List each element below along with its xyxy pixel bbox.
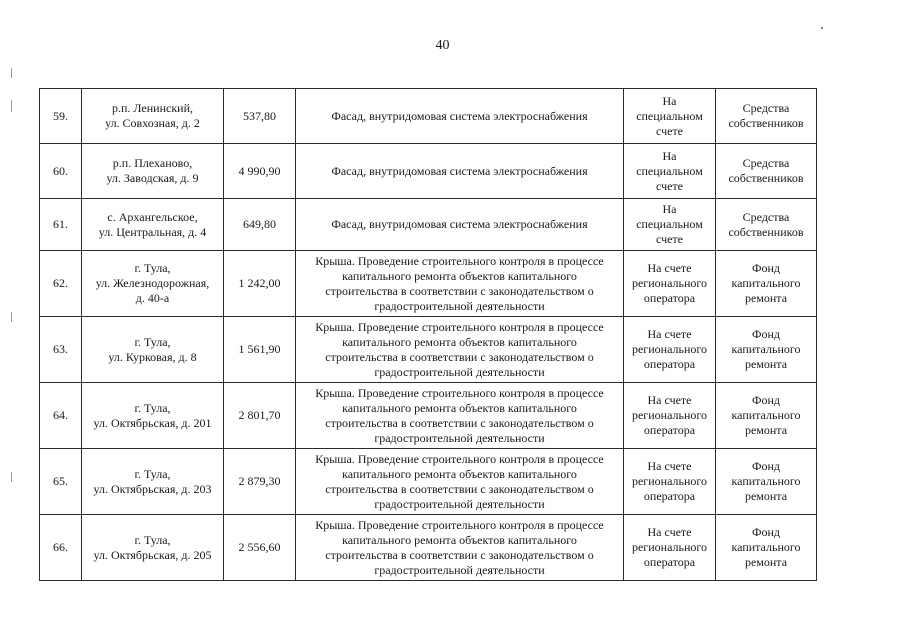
address-line: г. Тула, xyxy=(134,466,171,481)
area-cell: 649,80 xyxy=(224,199,296,251)
account-line: На счете xyxy=(647,261,692,275)
funding-line: капитального xyxy=(731,474,801,488)
work-type-cell xyxy=(296,251,624,317)
binding-margin-mark xyxy=(11,472,12,482)
area-cell: 2 556,60 xyxy=(224,515,296,581)
account-line: На счете xyxy=(647,393,692,407)
address-cell xyxy=(82,449,224,515)
account-cell xyxy=(624,383,716,449)
work-line: Крыша. Проведение строительного контроля в процессе xyxy=(315,385,604,400)
address-cell xyxy=(82,144,224,199)
address-cell xyxy=(82,89,224,144)
funding-line: ремонта xyxy=(744,489,788,503)
table-row xyxy=(40,449,817,515)
row-number: 65. xyxy=(40,449,82,515)
row-number: 66. xyxy=(40,515,82,581)
row-number: 61. xyxy=(40,199,82,251)
row-number: 59. xyxy=(40,89,82,144)
address-line: г. Тула, xyxy=(134,532,171,547)
funding-line: Фонд xyxy=(751,459,780,473)
account-cell xyxy=(624,89,716,144)
address-line: г. Тула, xyxy=(134,400,171,415)
funding-line: Фонд xyxy=(751,393,780,407)
funding-source-cell xyxy=(716,383,817,449)
account-line: На счете xyxy=(647,525,692,539)
address-cell xyxy=(82,251,224,317)
work-line: капитального ремонта объектов капитального xyxy=(342,268,577,283)
funding-line: Фонд xyxy=(751,327,780,341)
account-line: регионального xyxy=(631,342,708,356)
funding-source-cell xyxy=(716,317,817,383)
area-cell: 537,80 xyxy=(224,89,296,144)
area-cell: 2 879,30 xyxy=(224,449,296,515)
funding-line: собственников xyxy=(728,224,804,239)
table-row xyxy=(40,515,817,581)
work-line: градостроительной деятельности xyxy=(374,430,545,445)
account-line: На xyxy=(662,148,677,163)
funding-source-cell xyxy=(716,89,817,144)
address-line: р.п. Ленинский, xyxy=(111,101,194,115)
binding-margin-mark xyxy=(11,312,12,322)
account-line: На счете xyxy=(647,459,692,473)
work-line: строительства в соответствии с законодательством о xyxy=(325,349,594,364)
account-cell xyxy=(624,449,716,515)
table-row xyxy=(40,251,817,317)
address-line: с. Архангельское, xyxy=(107,209,198,224)
address-line: ул. Октябрьская, д. 203 xyxy=(93,481,212,496)
area-cell: 1 242,00 xyxy=(224,251,296,317)
funding-source-cell xyxy=(716,144,817,199)
work-line: капитального ремонта объектов капитального xyxy=(342,400,577,415)
binding-margin-mark xyxy=(11,100,12,112)
work-line: градостроительной деятельности xyxy=(374,298,545,313)
area-cell: 4 990,90 xyxy=(224,144,296,199)
account-line: оператора xyxy=(643,555,696,569)
account-line: специальном xyxy=(636,108,703,123)
work-line: строительства в соответствии с законодательством о xyxy=(325,283,594,298)
work-line: градостроительной деятельности xyxy=(374,496,545,511)
table-row xyxy=(40,199,817,251)
funding-source-cell xyxy=(716,199,817,251)
funding-line: Средства xyxy=(742,156,790,170)
account-line: оператора xyxy=(643,489,696,503)
work-type-cell xyxy=(296,383,624,449)
account-line: На xyxy=(662,93,677,108)
row-number: 62. xyxy=(40,251,82,317)
page-number: 40 xyxy=(435,38,450,53)
work-type-cell: Фасад, внутридомовая система электроснабжения xyxy=(296,89,624,144)
account-line: регионального xyxy=(631,540,708,554)
table-row xyxy=(40,89,817,144)
account-line: регионального xyxy=(631,474,708,488)
area-cell: 2 801,70 xyxy=(224,383,296,449)
funding-line: ремонта xyxy=(744,423,788,437)
funding-source-cell xyxy=(716,515,817,581)
funding-line: капитального xyxy=(731,540,801,554)
work-type-cell xyxy=(296,449,624,515)
funding-line: ремонта xyxy=(744,291,788,305)
work-line: Крыша. Проведение строительного контроля в процессе xyxy=(315,451,604,466)
table-row xyxy=(40,144,817,199)
table-row xyxy=(40,383,817,449)
account-line: регионального xyxy=(631,276,708,290)
work-line: капитального ремонта объектов капитального xyxy=(342,532,577,547)
funding-line: собственников xyxy=(728,116,804,130)
funding-line: Фонд xyxy=(751,261,780,275)
area-cell: 1 561,90 xyxy=(224,317,296,383)
account-line: оператора xyxy=(643,291,696,305)
work-type-cell: Фасад, внутридомовая система электроснабжения xyxy=(296,144,624,199)
address-line: ул. Курковая, д. 8 xyxy=(108,349,197,364)
funding-line: капитального xyxy=(731,276,801,290)
work-line: градостроительной деятельности xyxy=(374,562,545,577)
work-line: строительства в соответствии с законодательством о xyxy=(325,415,594,430)
account-line: специальном xyxy=(636,217,703,231)
address-cell xyxy=(82,383,224,449)
work-line: градостроительной деятельности xyxy=(374,364,545,379)
binding-margin-mark xyxy=(11,68,12,78)
address-line: ул. Октябрьская, д. 205 xyxy=(93,547,212,562)
address-line: р.п. Плеханово, xyxy=(112,156,193,170)
address-line: г. Тула, xyxy=(134,261,171,275)
work-line: капитального ремонта объектов капитального xyxy=(342,334,577,349)
row-number: 64. xyxy=(40,383,82,449)
funding-line: Средства xyxy=(742,101,790,115)
funding-line: Фонд xyxy=(751,525,780,539)
account-line: счете xyxy=(655,232,684,246)
address-line: д. 40-а xyxy=(135,291,170,305)
account-line: регионального xyxy=(631,408,708,422)
work-type-cell xyxy=(296,317,624,383)
scan-speck xyxy=(821,27,823,29)
account-line: счете xyxy=(655,178,684,193)
account-line: На xyxy=(662,202,677,216)
account-line: специальном xyxy=(636,163,703,178)
work-line: строительства в соответствии с законодательством о xyxy=(325,547,594,562)
address-cell xyxy=(82,515,224,581)
address-line: г. Тула, xyxy=(134,334,171,349)
funding-source-cell xyxy=(716,449,817,515)
work-line: капитального ремонта объектов капитального xyxy=(342,466,577,481)
funding-line: собственников xyxy=(728,171,804,185)
funding-line: капитального xyxy=(731,408,801,422)
account-line: счете xyxy=(655,123,684,138)
address-line: ул. Центральная, д. 4 xyxy=(98,224,207,239)
work-type-cell xyxy=(296,515,624,581)
address-line: ул. Октябрьская, д. 201 xyxy=(93,415,212,430)
row-number: 60. xyxy=(40,144,82,199)
funding-line: Средства xyxy=(742,209,790,224)
address-line: ул. Железнодорожная, xyxy=(95,276,210,290)
address-line: ул. Заводская, д. 9 xyxy=(106,171,199,185)
work-line: Крыша. Проведение строительного контроля в процессе xyxy=(315,253,604,268)
account-line: На счете xyxy=(647,327,692,341)
funding-source-cell xyxy=(716,251,817,317)
funding-line: ремонта xyxy=(744,555,788,569)
address-line: ул. Совхозная, д. 2 xyxy=(105,116,200,130)
work-line: строительства в соответствии с законодательством о xyxy=(325,481,594,496)
work-type-cell: Фасад, внутридомовая система электроснабжения xyxy=(296,199,624,251)
work-line: Крыша. Проведение строительного контроля в процессе xyxy=(315,319,604,334)
account-cell xyxy=(624,251,716,317)
funding-line: ремонта xyxy=(744,357,788,371)
account-line: оператора xyxy=(643,357,696,371)
account-cell xyxy=(624,515,716,581)
repair-register-table xyxy=(39,88,817,581)
account-cell xyxy=(624,199,716,251)
account-cell xyxy=(624,144,716,199)
table-row xyxy=(40,317,817,383)
address-cell xyxy=(82,317,224,383)
account-line: оператора xyxy=(643,423,696,437)
address-cell xyxy=(82,199,224,251)
row-number: 63. xyxy=(40,317,82,383)
account-cell xyxy=(624,317,716,383)
funding-line: капитального xyxy=(731,342,801,356)
work-line: Крыша. Проведение строительного контроля в процессе xyxy=(315,517,604,532)
